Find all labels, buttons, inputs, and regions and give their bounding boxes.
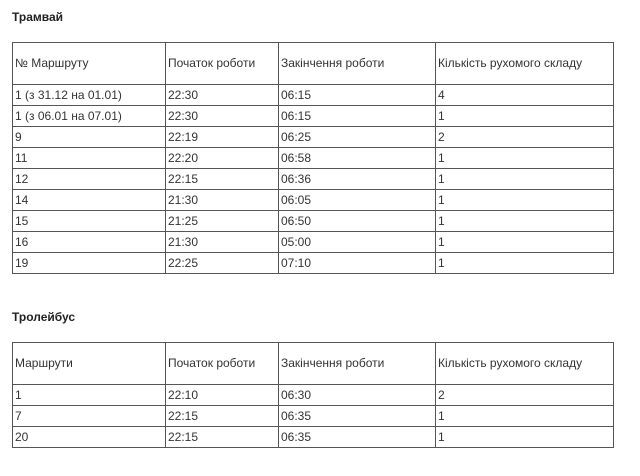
cell-start-time: 22:30 (166, 85, 279, 106)
table-row (13, 385, 614, 406)
table-row (13, 169, 614, 190)
cell-end-time: 05:00 (279, 232, 436, 253)
header-end-time: Закінчення роботи (279, 43, 436, 85)
header-start-time: Початок роботи (166, 43, 279, 85)
cell-end-time: 06:15 (279, 106, 436, 127)
cell-start-time: 22:10 (166, 385, 279, 406)
table-header-row (13, 43, 614, 85)
header-end-time: Закінчення роботи (279, 343, 436, 385)
cell-route: 15 (13, 211, 166, 232)
header-start-time: Початок роботи (166, 343, 279, 385)
cell-vehicle-count: 2 (436, 385, 614, 406)
cell-vehicle-count: 2 (436, 127, 614, 148)
cell-route: 1 (13, 385, 166, 406)
cell-start-time: 21:25 (166, 211, 279, 232)
cell-end-time: 06:15 (279, 85, 436, 106)
table-row (13, 406, 614, 427)
cell-end-time: 06:58 (279, 148, 436, 169)
cell-start-time: 21:30 (166, 232, 279, 253)
cell-vehicle-count: 4 (436, 85, 614, 106)
cell-vehicle-count: 1 (436, 253, 614, 274)
table-row (13, 85, 614, 106)
cell-route: 12 (13, 169, 166, 190)
cell-vehicle-count: 1 (436, 211, 614, 232)
cell-route: 11 (13, 148, 166, 169)
header-vehicle-count: Кількість рухомого складу (436, 43, 614, 85)
table-row (13, 211, 614, 232)
header-route: Маршрути (13, 343, 166, 385)
tram-section-title: Трамвай (12, 10, 64, 24)
cell-vehicle-count: 1 (436, 169, 614, 190)
cell-start-time: 22:30 (166, 106, 279, 127)
cell-start-time: 22:15 (166, 406, 279, 427)
cell-start-time: 22:15 (166, 169, 279, 190)
table-row (13, 106, 614, 127)
cell-end-time: 07:10 (279, 253, 436, 274)
cell-end-time: 06:35 (279, 427, 436, 448)
cell-end-time: 06:35 (279, 406, 436, 427)
cell-route: 1 (з 06.01 на 07.01) (13, 106, 166, 127)
cell-start-time: 22:19 (166, 127, 279, 148)
table-row (13, 127, 614, 148)
cell-vehicle-count: 1 (436, 427, 614, 448)
cell-route: 14 (13, 190, 166, 211)
cell-start-time: 22:20 (166, 148, 279, 169)
table-row (13, 253, 614, 274)
cell-end-time: 06:50 (279, 211, 436, 232)
trolleybus-schedule-table (12, 342, 614, 448)
header-route: № Маршруту (13, 43, 166, 85)
cell-route: 1 (з 31.12 на 01.01) (13, 85, 166, 106)
table-row (13, 190, 614, 211)
cell-start-time: 22:25 (166, 253, 279, 274)
cell-vehicle-count: 1 (436, 148, 614, 169)
table-row (13, 427, 614, 448)
cell-end-time: 06:25 (279, 127, 436, 148)
cell-route: 7 (13, 406, 166, 427)
cell-vehicle-count: 1 (436, 406, 614, 427)
cell-route: 16 (13, 232, 166, 253)
cell-vehicle-count: 1 (436, 232, 614, 253)
cell-start-time: 22:15 (166, 427, 279, 448)
cell-vehicle-count: 1 (436, 106, 614, 127)
trolleybus-section-title: Тролейбус (12, 310, 76, 324)
cell-end-time: 06:05 (279, 190, 436, 211)
cell-vehicle-count: 1 (436, 190, 614, 211)
table-row (13, 148, 614, 169)
tram-schedule-table (12, 42, 614, 274)
cell-route: 20 (13, 427, 166, 448)
cell-route: 19 (13, 253, 166, 274)
header-vehicle-count: Кількість рухомого складу (436, 343, 614, 385)
cell-route: 9 (13, 127, 166, 148)
cell-start-time: 21:30 (166, 190, 279, 211)
cell-end-time: 06:36 (279, 169, 436, 190)
table-header-row (13, 343, 614, 385)
cell-end-time: 06:30 (279, 385, 436, 406)
table-row (13, 232, 614, 253)
